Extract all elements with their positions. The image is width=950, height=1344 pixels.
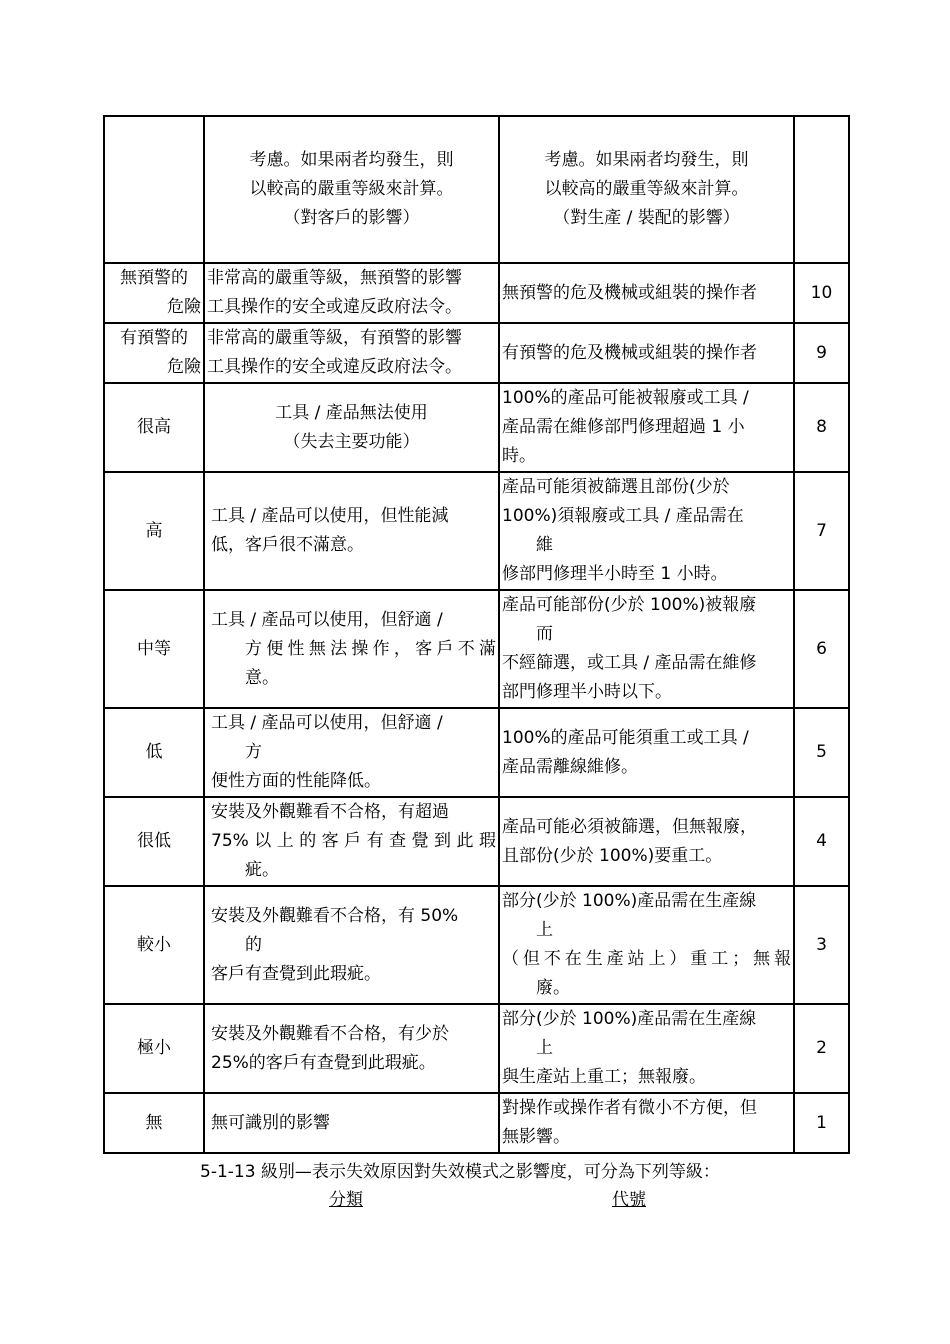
customer-effect-cell: 工具 / 產品可以使用，但舒適 / 方 便性方面的性能降低。 (204, 708, 499, 797)
customer-effect-cell: 安裝及外觀難看不合格，有 50% 的 客戶有查覺到此瑕疵。 (204, 886, 499, 1004)
table-row (104, 472, 849, 590)
header-rank-cell (794, 116, 849, 263)
code-heading: 代號 (612, 1190, 646, 1210)
rank-cell: 6 (794, 590, 849, 708)
rank-cell: 7 (794, 472, 849, 590)
table-header-row (104, 116, 849, 263)
level-cell: 無 (104, 1093, 204, 1153)
production-effect-cell: 部分(少於 100%)產品需在生產線 上 （但不在生產站上）重工；無報 廢。 (499, 886, 794, 1004)
table-row (104, 323, 849, 383)
production-effect-cell: 對操作或操作者有微小不方便，但 無影響。 (499, 1093, 794, 1153)
rank-cell: 10 (794, 263, 849, 323)
production-effect-cell: 100%的產品可能須重工或工具 / 產品需離線維修。 (499, 708, 794, 797)
production-effect-cell: 產品可能須被篩選且部份(少於 100%)須報廢或工具 / 產品需在 維 修部門修理半小時至 1 小時。 (499, 472, 794, 590)
rank-cell: 1 (794, 1093, 849, 1153)
header-production-cell: 考慮。如果兩者均發生，則 以較高的嚴重等級來計算。 （對生產 / 裝配的影響） (499, 116, 794, 263)
level-cell: 高 (104, 472, 204, 590)
production-effect-cell: 產品可能部份(少於 100%)被報廢 而 不經篩選，或工具 / 產品需在維修 部門修理半小時以下。 (499, 590, 794, 708)
level-cell: 無預警的 危險 (104, 263, 204, 323)
table-row (104, 383, 849, 472)
rank-cell: 8 (794, 383, 849, 472)
customer-effect-cell: 安裝及外觀難看不合格，有少於 25%的客戶有查覺到此瑕疵。 (204, 1004, 499, 1093)
table-row (104, 886, 849, 1004)
level-cell: 低 (104, 708, 204, 797)
production-effect-cell: 有預警的危及機械或組裝的操作者 (499, 323, 794, 383)
level-cell: 中等 (104, 590, 204, 708)
rank-cell: 4 (794, 797, 849, 886)
table-row (104, 590, 849, 708)
customer-effect-cell: 非常高的嚴重等級，無預警的影響 工具操作的安全或違反政府法令。 (204, 263, 499, 323)
level-cell: 極小 (104, 1004, 204, 1093)
table-row (104, 1093, 849, 1153)
level-cell: 很低 (104, 797, 204, 886)
customer-effect-cell: 工具 / 產品可以使用，但舒適 / 方便性無法操作，客戶不滿 意。 (204, 590, 499, 708)
category-heading: 分類 (329, 1190, 363, 1210)
table-row (104, 797, 849, 886)
customer-effect-cell: 工具 / 產品無法使用 （失去主要功能） (204, 383, 499, 472)
production-effect-cell: 部分(少於 100%)產品需在生產線 上 與生產站上重工；無報廢。 (499, 1004, 794, 1093)
rank-cell: 3 (794, 886, 849, 1004)
level-cell: 較小 (104, 886, 204, 1004)
table-row (104, 1004, 849, 1093)
rank-cell: 9 (794, 323, 849, 383)
production-effect-cell: 100%的產品可能被報廢或工具 / 產品需在維修部門修理超過 1 小 時。 (499, 383, 794, 472)
severity-table (103, 115, 850, 1154)
level-cell: 很高 (104, 383, 204, 472)
rank-cell: 5 (794, 708, 849, 797)
header-blank-cell (104, 116, 204, 263)
customer-effect-cell: 安裝及外觀難看不合格，有超過 75%以上的客戶有查覺到此瑕 疵。 (204, 797, 499, 886)
table-row (104, 263, 849, 323)
rank-cell: 2 (794, 1004, 849, 1093)
customer-effect-cell: 非常高的嚴重等級，有預警的影響 工具操作的安全或違反政府法令。 (204, 323, 499, 383)
customer-effect-cell: 工具 / 產品可以使用，但性能減 低，客戶很不滿意。 (204, 472, 499, 590)
header-customer-cell: 考慮。如果兩者均發生，則 以較高的嚴重等級來計算。 （對客戶的影響） (204, 116, 499, 263)
production-effect-cell: 產品可能必須被篩選，但無報廢， 且部份(少於 100%)要重工。 (499, 797, 794, 886)
level-cell: 有預警的 危險 (104, 323, 204, 383)
production-effect-cell: 無預警的危及機械或組裝的操作者 (499, 263, 794, 323)
table-row (104, 708, 849, 797)
customer-effect-cell: 無可識別的影響 (204, 1093, 499, 1153)
section-caption: 5-1-13 級別—表示失效原因對失效模式之影響度，可分為下列等級： (200, 1162, 720, 1182)
